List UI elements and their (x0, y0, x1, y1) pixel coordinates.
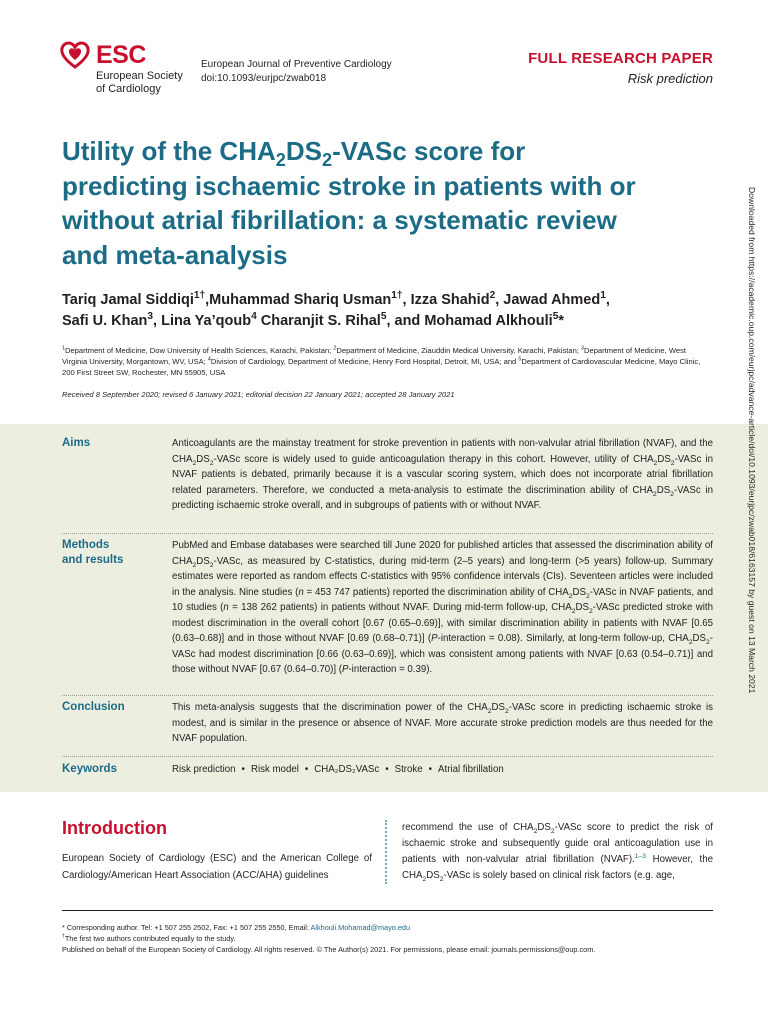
intro-text: However, the CHA (402, 854, 713, 881)
keywords-text (172, 762, 713, 778)
citation-link[interactable]: 1–3 (634, 852, 647, 860)
equal-contribution-footnote (62, 933, 742, 944)
author-affil: 3 (147, 311, 154, 323)
intro-text: DS (426, 870, 440, 881)
title-part: -VASc score for (332, 136, 526, 166)
author-name: Muhammad Shariq Usman (209, 292, 392, 308)
title-part: DS (285, 136, 323, 166)
affil-text: Department of Medicine, Dow University of Health Sciences, Karachi, Pakistan; (64, 346, 334, 355)
author-list (62, 290, 712, 332)
intro-text: recommend the use of CHA (402, 822, 534, 833)
author-name: Mohamad Alkhouli (424, 313, 553, 329)
title-line-4: and meta-analysis (62, 239, 288, 270)
conclusion-label: Conclusion (62, 701, 125, 713)
structured-abstract (0, 424, 768, 792)
footnote-rule (62, 910, 713, 911)
published-footnote: Published on behalf of the European Society of Cardiology. All rights reserved. © The Author(s) 2021. For permissions, please email: journals.permissions@oup.com. (62, 945, 596, 954)
journal-doi: doi:10.1093/eurjpc/zwab018 (201, 73, 327, 84)
intro-sub: 2 (422, 875, 427, 883)
affil-text: Department of Cardiovascular Medicine, Mayo Clinic, 200 First Street SW, Rochester, MN 55905, USA (62, 357, 701, 377)
corresponding-mark: * (558, 313, 564, 329)
affil-text: Department of Medicine, Ziauddin Medical University, Karachi, Pakistan; (336, 346, 582, 355)
author-affil: 5 (380, 311, 387, 323)
affil-num: 1 (62, 345, 65, 352)
author-sep: , (153, 313, 162, 329)
affil-num: 3 (581, 345, 584, 352)
footnote-mark: * (62, 923, 65, 932)
author-line-1 (62, 290, 712, 311)
aims-text: Anticoagulants are the mainstay treatment for stroke prevention in patients with non-valvular atrial fibrillation (NVAF), and the $CHA_2DS_2$-VASc score is widely used to guide anticoagulation therapy in this cohort. However, utility of $CHA_2DS_2$-VASc in NVAF patients is debated, primarily because it is a vascular scoring system, which does not incorporate atrial fibrillation related parameters. Therefore, we conducted a meta-analysis to estimate the discrimination ability of $CHA_2DS_2$-VASc in predicting ischaemic stroke overall, and in subgroups of patients with or without NVAF. (172, 438, 714, 511)
author-sep: , (605, 292, 610, 308)
intro-sub: 2 (533, 827, 538, 835)
methods-text: PubMed and Embase databases were searched till June 2020 for published articles that assessed the discrimination ability of $CHA_2DS_2$-VASc, as measured by C-statistics, during mid-term (2–5 years) and long-term (>5 years) follow-up. Summary estimates were reported as random effects C-statistics with 95% confidence intervals (CIs). Seventeen articles were included in the analysis. Nine studies (n = 453 747 patients) reported the discrimination ability of $CHA_2DS_2$-VASc in NVAF patients, and 10 studies (n = 138 262 patients) in patients without NVAF. During mid-term follow-up, $CHA_2DS_2$-VASc predicted stroke with modest discrimination in the overall cohort [0.67 (0.65–0.69)], with similar discrimination ability in patients with NVAF [0.65 (0.63–0.68)] and in those without NVAF [0.69 (0.68–0.71)] (P-interaction = 0.08). Similarly, at long-term follow-up, $CHA_2DS_2$-VASc had modest discrimination [0.66 (0.63–0.69)], which was consistent among patients with NVAF [0.63 (0.54–0.71)] and those without NVAF [0.67 (0.64–0.70)] (P-interaction = 0.39). (172, 540, 714, 675)
journal-name: European Journal of Preventive Cardiology (201, 59, 392, 70)
esc-logo (60, 40, 190, 96)
keywords-label: Keywords (62, 763, 117, 775)
article-title (62, 134, 692, 272)
received-dates: Received 8 September 2020; revised 6 January 2021; editorial decision 22 January 2021; accepted 28 January 2021 (62, 390, 455, 399)
keyword: Stroke (394, 764, 423, 775)
title-line-3: without atrial fibrillation: a systematic review (62, 205, 617, 235)
author-affil: 1† (391, 290, 403, 302)
author-sep: , (495, 292, 504, 308)
intro-text: DS (537, 822, 551, 833)
title-line-1 (62, 134, 692, 169)
abstract-divider (62, 695, 713, 696)
download-side-note: Downloaded from https://academic.oup.com/eurjpc/advance-article/doi/10.1093/eurjpc/zwab018/6163157 by guest on 13 March 2021 (747, 187, 757, 694)
methods-label-2: and results (62, 554, 124, 566)
keyword-separator: • (385, 764, 389, 775)
methods-label-1: Methods (62, 539, 110, 551)
abstract-divider (62, 533, 713, 534)
email-link[interactable]: Alkhouli.Mohamad@mayo.edu (310, 923, 411, 932)
intro-text: -VASc score to predict the risk of ischaemic stroke and subsequently guide oral anticoagulation use in patients with non-valvular atrial fibrillation (NVAF). (402, 822, 713, 865)
author-name: Safi U. Khan (62, 313, 148, 329)
keyword-separator: • (304, 764, 309, 775)
author-sep: , (205, 292, 210, 308)
paper-category: Risk prediction (627, 71, 713, 86)
logo-line2: of Cardiology (96, 83, 161, 95)
title-sub: 2 (275, 150, 286, 171)
affil-text: Department of Medicine, West Virginia University, Morgantown, WV, USA; (62, 346, 686, 366)
author-name: Lina Ya’qoub (161, 313, 252, 329)
abstract-divider (62, 756, 713, 757)
affil-num: 5 (518, 356, 522, 363)
footnote-mark: † (62, 933, 65, 940)
logo-line1: European Society (96, 70, 183, 82)
logo-esc-text: ESC (96, 41, 146, 69)
author-name: Izza Shahid (410, 292, 490, 308)
introduction-heading: Introduction (62, 818, 167, 838)
author-affil: 5 (552, 311, 559, 323)
journal-info (201, 58, 392, 86)
methods-label (62, 538, 123, 568)
affil-num: 2 (333, 345, 337, 352)
corresponding-footnote (62, 922, 742, 933)
keyword-separator: • (241, 764, 245, 775)
footnote-text: The first two authors contributed equally to the study. (64, 934, 236, 943)
paper-type-block (528, 50, 713, 86)
paper-type: FULL RESEARCH PAPER (528, 50, 713, 67)
title-line-2: predicting ischaemic stroke in patients with or (62, 170, 636, 201)
column-divider (385, 820, 387, 884)
conclusion-text: This meta-analysis suggests that the discrimination power of the $CHA_2DS_2$-VASc score in predicting ischaemic stroke is modest, and is similar in the presence or absence of NVAF. More accurate stroke prediction models are thus needed for the NVAF population. (172, 702, 714, 744)
author-affil: 1† (193, 290, 206, 302)
affil-num: 4 (207, 356, 211, 363)
keyword: Risk model (250, 764, 299, 775)
keyword: Atrial fibrillation (438, 764, 504, 775)
author-affil: 2 (489, 290, 496, 302)
author-name: Tariq Jamal Siddiqi (62, 292, 194, 308)
footnotes (62, 922, 742, 955)
author-sep: , (402, 292, 411, 308)
introduction-col2 (402, 820, 713, 884)
title-sub: 2 (322, 150, 333, 171)
introduction-col1: European Society of Cardiology (ESC) and the American College of Cardiology/American Heart Association (ACC/AHA) guidelines (62, 853, 372, 881)
author-line-2 (62, 311, 712, 332)
intro-sub: 2 (550, 827, 555, 835)
author-name: Charanjit S. Rihal (260, 313, 381, 329)
affiliations (62, 345, 712, 378)
logo-society-text (96, 70, 183, 96)
author-affil: 1 (600, 290, 606, 302)
author-sep: , and (386, 313, 425, 329)
title-part: Utility of the CHA (62, 136, 276, 166)
keyword-separator: • (428, 764, 433, 775)
intro-text: -VASc is solely based on clinical risk factors (e.g. age, (443, 870, 675, 881)
aims-label: Aims (62, 437, 91, 449)
intro-sub: 2 (439, 875, 444, 883)
keyword: CHA₂DS₂VASc (314, 764, 380, 775)
keyword: Risk prediction (172, 764, 236, 775)
author-affil: 4 (251, 311, 257, 323)
affil-text: Division of Cardiology, Department of Medicine, Henry Ford Hospital, Detroit, MI, USA; and (210, 357, 519, 366)
heart-logo-icon (60, 40, 90, 70)
author-name: Jawad Ahmed (503, 292, 601, 308)
footnote-text: Corresponding author. Tel: +1 507 255 2502, Fax: +1 507 255 2550, Email: (64, 923, 311, 932)
